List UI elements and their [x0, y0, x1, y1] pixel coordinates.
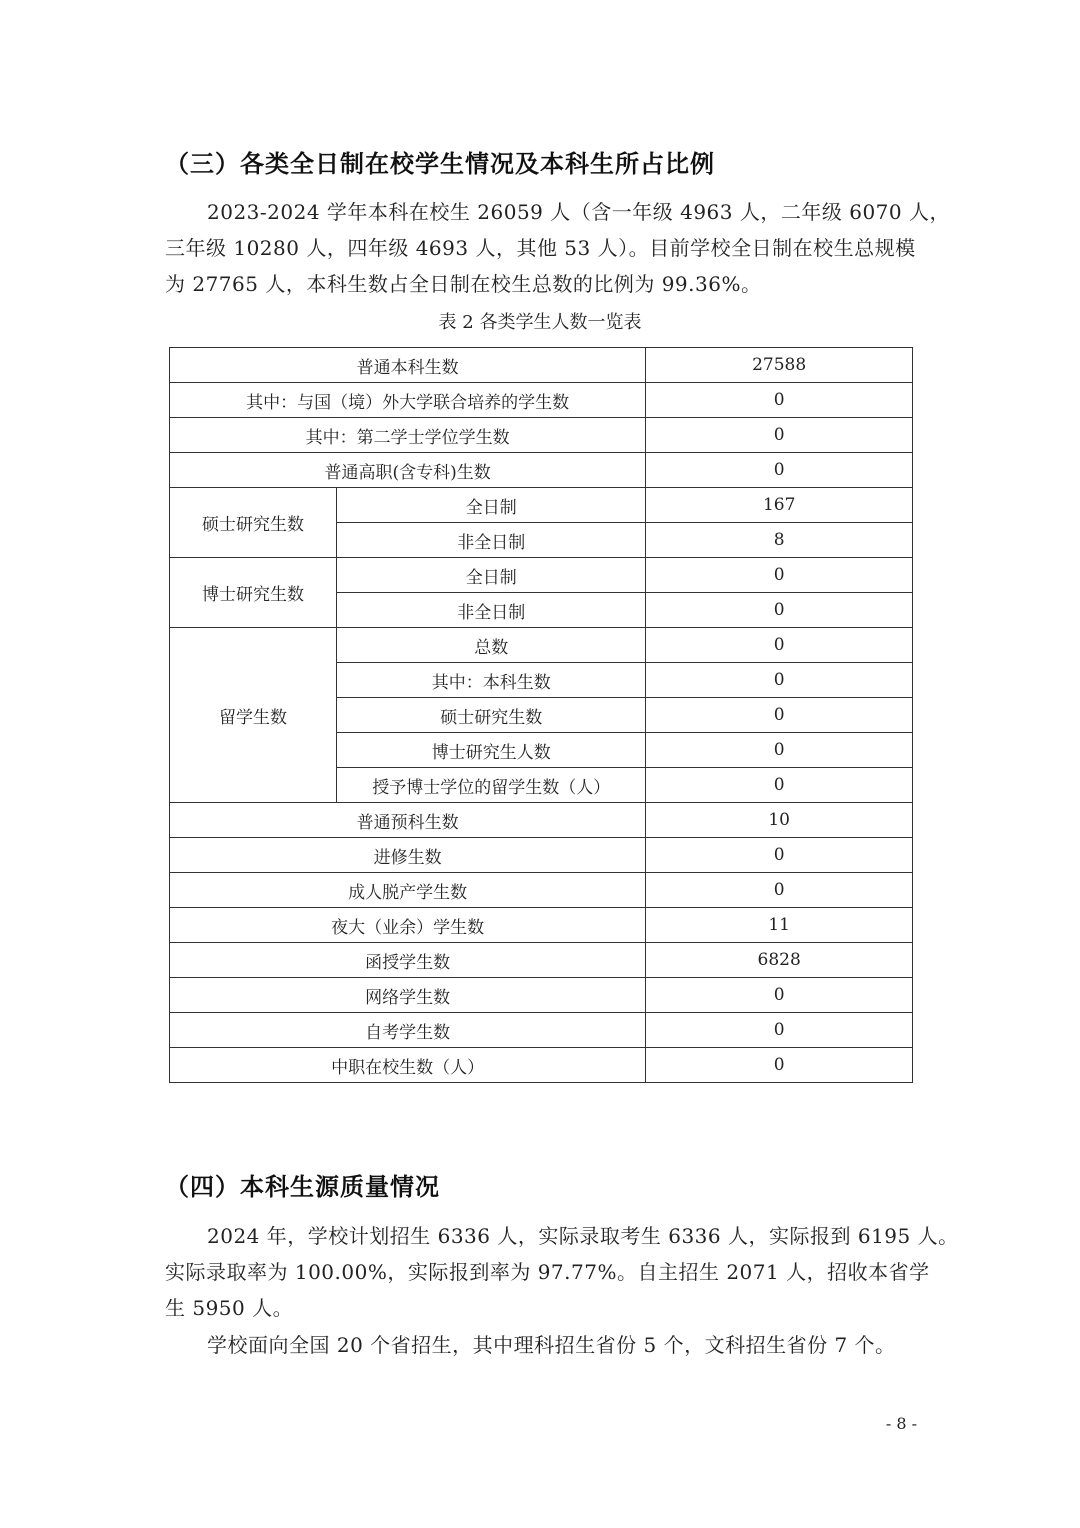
section-3-paragraph-line: 三年级 10280 人，四年级 4693 人，其他 53 人）。目前学校全日制在校生总规模	[165, 236, 916, 260]
row-value: 0	[646, 698, 913, 733]
table-row	[170, 873, 913, 908]
table-row	[170, 803, 913, 838]
table-caption: 表 2 各类学生人数一览表	[438, 312, 642, 333]
row-label: 硕士研究生数	[337, 698, 646, 733]
table-row	[170, 628, 913, 663]
table-row	[170, 558, 913, 593]
row-value: 0	[646, 383, 913, 418]
table-row	[170, 978, 913, 1013]
row-label: 其中：第二学士学位学生数	[170, 418, 646, 453]
row-value: 10	[646, 803, 913, 838]
table-row	[170, 1048, 913, 1083]
section-3-heading: （三）各类全日制在校学生情况及本科生所占比例	[165, 150, 715, 178]
row-label: 非全日制	[337, 523, 646, 558]
row-label: 自考学生数	[170, 1013, 646, 1048]
section-4-paragraph-line: 实际录取率为 100.00%，实际报到率为 97.77%。自主招生 2071 人，招收本省学	[165, 1260, 930, 1284]
row-value: 167	[646, 488, 913, 523]
row-value: 0	[646, 1013, 913, 1048]
row-label: 非全日制	[337, 593, 646, 628]
row-value: 0	[646, 1048, 913, 1083]
row-value: 0	[646, 733, 913, 768]
row-label: 普通本科生数	[170, 348, 646, 383]
row-label: 普通预科生数	[170, 803, 646, 838]
table-row	[170, 418, 913, 453]
row-label: 其中：与国（境）外大学联合培养的学生数	[170, 383, 646, 418]
table-row	[170, 453, 913, 488]
group-label: 留学生数	[170, 628, 337, 803]
row-value: 0	[646, 663, 913, 698]
row-label: 普通高职(含专科)生数	[170, 453, 646, 488]
table-row	[170, 1013, 913, 1048]
row-value: 0	[646, 418, 913, 453]
row-value: 0	[646, 768, 913, 803]
row-label: 其中：本科生数	[337, 663, 646, 698]
section-4-heading: （四）本科生源质量情况	[165, 1173, 440, 1201]
group-label: 博士研究生数	[170, 558, 337, 628]
row-label: 夜大（业余）学生数	[170, 908, 646, 943]
table-row	[170, 348, 913, 383]
row-value: 0	[646, 838, 913, 873]
row-value: 27588	[646, 348, 913, 383]
row-value: 6828	[646, 943, 913, 978]
table-row	[170, 908, 913, 943]
row-value: 0	[646, 453, 913, 488]
row-value: 0	[646, 558, 913, 593]
row-label: 全日制	[337, 558, 646, 593]
section-4-paragraph-line: 生 5950 人。	[165, 1296, 294, 1320]
row-value: 8	[646, 523, 913, 558]
row-value: 0	[646, 593, 913, 628]
row-label: 授予博士学位的留学生数（人）	[337, 768, 646, 803]
row-label: 中职在校生数（人）	[170, 1048, 646, 1083]
section-4-paragraph-2: 学校面向全国 20 个省招生，其中理科招生省份 5 个，文科招生省份 7 个。	[207, 1333, 896, 1357]
row-label: 网络学生数	[170, 978, 646, 1013]
page-number: - 8 -	[885, 1414, 917, 1433]
section-4-paragraph-line: 2024 年，学校计划招生 6336 人，实际录取考生 6336 人，实际报到 6195 人。	[207, 1224, 959, 1248]
row-value: 0	[646, 873, 913, 908]
table-row	[170, 943, 913, 978]
table-row	[170, 838, 913, 873]
row-label: 博士研究生人数	[337, 733, 646, 768]
student-count-table	[169, 347, 913, 1083]
row-label: 全日制	[337, 488, 646, 523]
row-label: 进修生数	[170, 838, 646, 873]
row-label: 成人脱产学生数	[170, 873, 646, 908]
table-row	[170, 488, 913, 523]
section-3-paragraph-line: 2023-2024 学年本科在校生 26059 人（含一年级 4963 人，二年级 6070 人，	[207, 200, 950, 224]
table-row	[170, 383, 913, 418]
section-3-paragraph-line: 为 27765 人，本科生数占全日制在校生总数的比例为 99.36%。	[165, 272, 762, 296]
group-label: 硕士研究生数	[170, 488, 337, 558]
row-label: 函授学生数	[170, 943, 646, 978]
row-label: 总数	[337, 628, 646, 663]
row-value: 0	[646, 628, 913, 663]
row-value: 0	[646, 978, 913, 1013]
row-value: 11	[646, 908, 913, 943]
